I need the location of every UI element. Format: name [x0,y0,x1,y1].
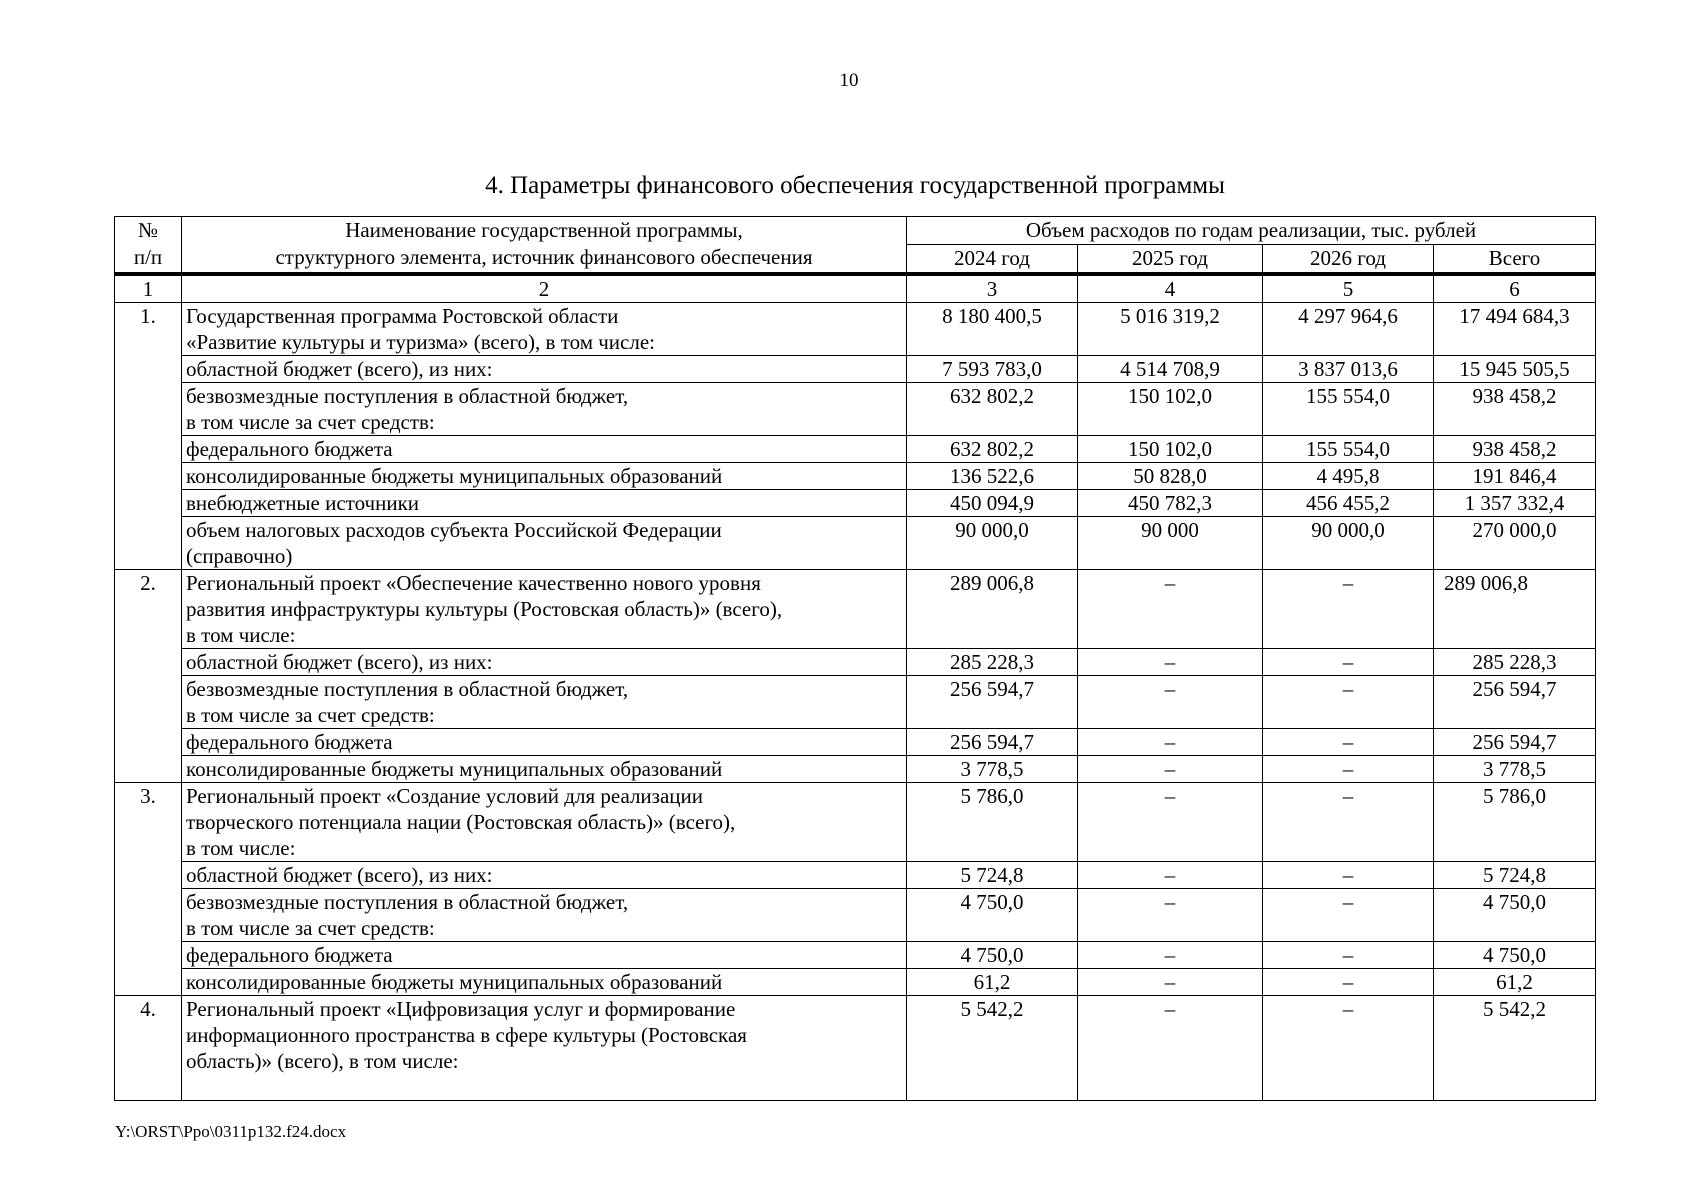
value-2025: – [1078,942,1263,969]
table-row [115,436,1596,463]
row-name-line: консолидированные бюджеты муниципальных образований [186,970,723,994]
column-number: 4 [1078,274,1263,303]
row-name-line: безвозмездные поступления в областной бюджет, [186,677,629,701]
row-name-line: Региональный проект «Создание условий для реализации [186,784,704,808]
row-name-line: Региональный проект «Обеспечение качественно нового уровня [186,571,761,595]
row-name [182,383,907,436]
value-2025: – [1078,783,1263,862]
value-2026: 4 495,8 [1263,463,1434,490]
row-name-line: областной бюджет (всего), из них: [186,863,493,887]
value-2026: 155 554,0 [1263,436,1434,463]
row-name [182,942,907,969]
row-name [182,729,907,756]
row-name [182,969,907,996]
value-total: 4 750,0 [1434,889,1596,942]
row-name-line: федерального бюджета [186,730,393,754]
row-name [182,649,907,676]
row-name-line: в том числе за счет средств: [186,703,435,727]
value-2025: 90 000 [1078,517,1263,570]
row-name-line: Государственная программа Ростовской области [186,304,619,328]
section-title: 4. Параметры финансового обеспечения государственной программы [485,172,1225,199]
value-2025: – [1078,729,1263,756]
page-number: 10 [839,70,859,91]
value-2025: 450 782,3 [1078,490,1263,517]
table-row [115,383,1596,436]
table-row [115,570,1596,649]
value-2025: – [1078,570,1263,649]
table-row [115,756,1596,783]
table-row [115,517,1596,570]
row-name-line: безвозмездные поступления в областной бюджет, [186,890,629,914]
value-2025: – [1078,889,1263,942]
value-2026: – [1263,996,1434,1101]
value-2024: 4 750,0 [907,942,1078,969]
table-row [115,996,1596,1101]
value-2024: 5 724,8 [907,862,1078,889]
value-2024: 7 593 783,0 [907,356,1078,383]
row-name-line: (справочно) [186,544,293,568]
row-name-line: консолидированные бюджеты муниципальных образований [186,757,723,781]
row-name-line: в том числе за счет средств: [186,916,435,940]
value-2026: – [1263,756,1434,783]
value-2024: 285 228,3 [907,649,1078,676]
header-number-line1: № [137,218,159,242]
row-name [182,356,907,383]
column-number: 6 [1434,274,1596,303]
header-number [115,217,182,275]
row-name-line: в том числе: [186,623,296,647]
file-path: Y:\ORST\Ppo\0311p132.f24.docx [115,1122,347,1141]
value-2024: 8 180 400,5 [907,303,1078,356]
value-2025: – [1078,649,1263,676]
row-name-line: объем налоговых расходов субъекта Российской Федерации [186,518,722,542]
row-name-line: в том числе: [186,836,296,860]
value-2026: – [1263,676,1434,729]
row-name-line: областной бюджет (всего), из них: [186,357,493,381]
value-total: 4 750,0 [1434,942,1596,969]
header-year-2024: 2024 год [907,245,1078,275]
value-2025: 4 514 708,9 [1078,356,1263,383]
table-row [115,649,1596,676]
value-2026: – [1263,783,1434,862]
row-name [182,436,907,463]
value-2024: 632 802,2 [907,436,1078,463]
value-2024: 289 006,8 [907,570,1078,649]
value-total: 3 778,5 [1434,756,1596,783]
row-number: 4. [115,996,182,1101]
value-2026: – [1263,729,1434,756]
row-name [182,570,907,649]
value-2026: – [1263,889,1434,942]
value-2026: – [1263,649,1434,676]
table-row [115,729,1596,756]
row-name [182,490,907,517]
value-2024: 61,2 [907,969,1078,996]
value-2024: 90 000,0 [907,517,1078,570]
value-2025: – [1078,969,1263,996]
row-name [182,676,907,729]
row-name [182,303,907,356]
value-2026: 3 837 013,6 [1263,356,1434,383]
value-total: 191 846,4 [1434,463,1596,490]
column-number-row [115,274,1596,303]
value-2026: 4 297 964,6 [1263,303,1434,356]
column-number: 1 [115,274,182,303]
value-2025: – [1078,756,1263,783]
row-name [182,889,907,942]
value-2025: 5 016 319,2 [1078,303,1263,356]
value-2025: – [1078,996,1263,1101]
header-name-line1: Наименование государственной программы, [345,218,743,242]
value-total: 15 945 505,5 [1434,356,1596,383]
table-row [115,942,1596,969]
row-name [182,463,907,490]
row-name-line: внебюджетные источники [186,491,420,515]
table-row [115,303,1596,356]
value-2026: – [1263,969,1434,996]
header-name [182,217,907,275]
value-total: 17 494 684,3 [1434,303,1596,356]
row-name [182,783,907,862]
value-total: 285 228,3 [1434,649,1596,676]
header-total: Всего [1434,245,1596,275]
table-row [115,889,1596,942]
value-2026: 155 554,0 [1263,383,1434,436]
value-2025: 50 828,0 [1078,463,1263,490]
value-total: 5 724,8 [1434,862,1596,889]
table-row [115,969,1596,996]
value-2025: 150 102,0 [1078,383,1263,436]
row-name [182,996,907,1101]
value-2024: 450 094,9 [907,490,1078,517]
value-total: 256 594,7 [1434,729,1596,756]
row-name-line: развития инфраструктуры культуры (Ростовская область)» (всего), [186,597,783,621]
value-2024: 256 594,7 [907,729,1078,756]
header-number-line2: п/п [133,245,163,269]
table-row [115,862,1596,889]
header-expenses-group: Объем расходов по годам реализации, тыс. рублей [907,217,1596,245]
table-row [115,356,1596,383]
row-name [182,756,907,783]
value-2024: 5 786,0 [907,783,1078,862]
row-name-line: областной бюджет (всего), из них: [186,650,493,674]
value-2024: 5 542,2 [907,996,1078,1101]
column-number: 5 [1263,274,1434,303]
value-2026: 456 455,2 [1263,490,1434,517]
value-total: 61,2 [1434,969,1596,996]
row-name [182,517,907,570]
value-total: 938 458,2 [1434,436,1596,463]
row-name-line: информационного пространства в сфере культуры (Ростовская [186,1023,747,1047]
header-year-2025: 2025 год [1078,245,1263,275]
table-row [115,463,1596,490]
financing-table [114,216,1596,1101]
value-2024: 3 778,5 [907,756,1078,783]
row-number: 2. [115,570,182,783]
value-total: 1 357 332,4 [1434,490,1596,517]
row-name-line: безвозмездные поступления в областной бюджет, [186,384,629,408]
value-total: 5 786,0 [1434,783,1596,862]
row-name-line: консолидированные бюджеты муниципальных образований [186,464,723,488]
value-total: 5 542,2 [1434,996,1596,1101]
value-2025: – [1078,862,1263,889]
value-2025: 150 102,0 [1078,436,1263,463]
header-year-2026: 2026 год [1263,245,1434,275]
row-name-line: Региональный проект «Цифровизация услуг и формирование [186,997,736,1021]
table-row [115,676,1596,729]
value-2026: – [1263,570,1434,649]
header-name-line2: структурного элемента, источник финансового обеспечения [275,245,813,269]
value-2024: 632 802,2 [907,383,1078,436]
row-name-line: в том числе за счет средств: [186,410,435,434]
value-total: 289 006,8 [1434,570,1596,649]
value-total: 256 594,7 [1434,676,1596,729]
column-number: 2 [182,274,907,303]
value-2024: 136 522,6 [907,463,1078,490]
row-number: 3. [115,783,182,996]
row-number: 1. [115,303,182,570]
row-name-line: федерального бюджета [186,943,393,967]
value-total: 938 458,2 [1434,383,1596,436]
value-2025: – [1078,676,1263,729]
column-number: 3 [907,274,1078,303]
value-2026: – [1263,942,1434,969]
row-name [182,862,907,889]
row-name-line: «Развитие культуры и туризма» (всего), в том числе: [186,330,656,354]
value-2024: 4 750,0 [907,889,1078,942]
value-2026: – [1263,862,1434,889]
row-name-line: область)» (всего), в том числе: [186,1049,459,1073]
value-2024: 256 594,7 [907,676,1078,729]
value-total: 270 000,0 [1434,517,1596,570]
row-name-line: творческого потенциала нации (Ростовская область)» (всего), [186,810,736,834]
value-2026: 90 000,0 [1263,517,1434,570]
row-name-line: федерального бюджета [186,437,393,461]
table-row [115,490,1596,517]
table-row [115,783,1596,862]
